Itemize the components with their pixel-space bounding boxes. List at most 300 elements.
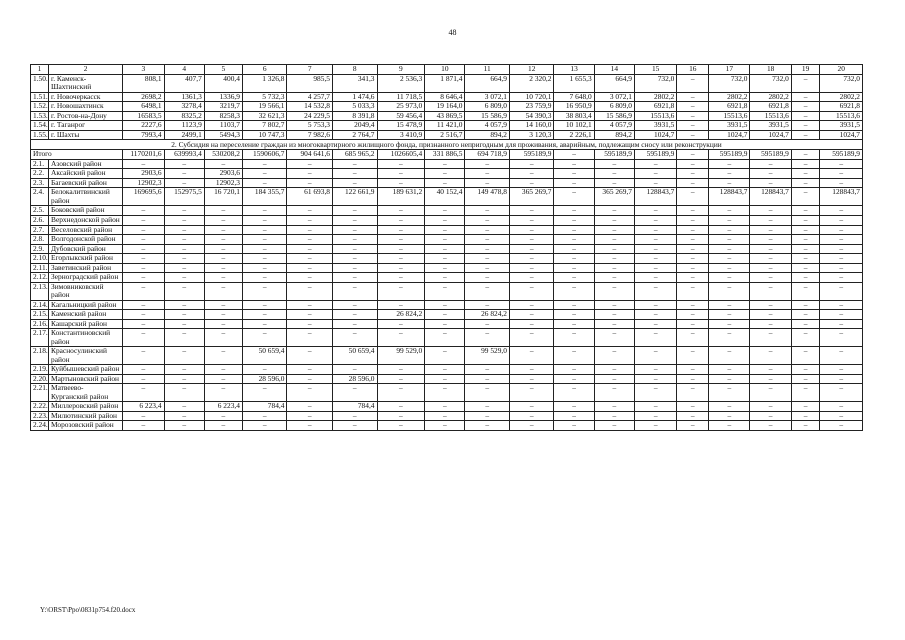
value-cell: 11 718,5 bbox=[377, 92, 425, 102]
value-cell: – bbox=[425, 178, 465, 188]
value-cell: – bbox=[791, 92, 820, 102]
value-cell: – bbox=[242, 169, 287, 179]
value-cell: – bbox=[465, 206, 510, 216]
value-cell: – bbox=[333, 225, 378, 235]
value-cell: 1024,7 bbox=[750, 130, 791, 140]
value-cell: – bbox=[425, 206, 465, 216]
value-cell: – bbox=[820, 300, 863, 310]
value-cell: – bbox=[820, 225, 863, 235]
value-cell: 1024,7 bbox=[709, 130, 750, 140]
value-cell: – bbox=[425, 225, 465, 235]
value-cell: – bbox=[594, 159, 634, 169]
value-cell: 1 655,3 bbox=[554, 74, 594, 92]
value-cell: – bbox=[634, 215, 676, 225]
value-cell: – bbox=[634, 225, 676, 235]
value-cell: – bbox=[509, 254, 554, 264]
value-cell: – bbox=[554, 235, 594, 245]
column-number: 9 bbox=[377, 65, 425, 75]
page-number: 48 bbox=[448, 28, 457, 37]
table-row bbox=[31, 102, 863, 112]
value-cell: 15 478,9 bbox=[377, 121, 425, 131]
total-row bbox=[31, 150, 863, 160]
value-cell: – bbox=[677, 384, 709, 402]
municipality-name: Аксайский район bbox=[49, 169, 123, 179]
value-cell: – bbox=[554, 300, 594, 310]
municipality-name: Боковский район bbox=[49, 206, 123, 216]
column-number: 12 bbox=[509, 65, 554, 75]
value-cell: – bbox=[820, 273, 863, 283]
value-cell: – bbox=[242, 384, 287, 402]
value-cell: 3278,4 bbox=[164, 102, 204, 112]
value-cell: 6 223,4 bbox=[204, 402, 242, 412]
value-cell: – bbox=[465, 365, 510, 375]
value-cell: – bbox=[287, 421, 333, 431]
value-cell: 99 529,0 bbox=[465, 347, 510, 365]
value-cell: 6 223,4 bbox=[123, 402, 164, 412]
value-cell: 985,5 bbox=[287, 74, 333, 92]
value-cell: – bbox=[554, 188, 594, 206]
value-cell: – bbox=[791, 329, 820, 347]
total-value: 530208,2 bbox=[204, 150, 242, 160]
value-cell: – bbox=[509, 411, 554, 421]
value-cell: – bbox=[465, 402, 510, 412]
value-cell: – bbox=[750, 374, 791, 384]
value-cell: – bbox=[791, 300, 820, 310]
value-cell: – bbox=[333, 384, 378, 402]
value-cell: – bbox=[634, 159, 676, 169]
column-number: 4 bbox=[164, 65, 204, 75]
value-cell: – bbox=[425, 169, 465, 179]
value-cell: – bbox=[333, 411, 378, 421]
value-cell: 3219,7 bbox=[204, 102, 242, 112]
value-cell: – bbox=[333, 329, 378, 347]
total-value: 904 641,6 bbox=[287, 150, 333, 160]
value-cell: 3 410,9 bbox=[377, 130, 425, 140]
value-cell: 14 532,8 bbox=[287, 102, 333, 112]
municipality-name: г. Каменск-Шахтинский bbox=[49, 74, 123, 92]
value-cell: – bbox=[377, 235, 425, 245]
value-cell: – bbox=[204, 365, 242, 375]
value-cell: 2 764,7 bbox=[333, 130, 378, 140]
municipality-name: Белокалитвинский район bbox=[49, 188, 123, 206]
value-cell: – bbox=[425, 235, 465, 245]
value-cell: – bbox=[123, 206, 164, 216]
row-number: 2.11. bbox=[31, 263, 49, 273]
value-cell: 149 478,8 bbox=[465, 188, 510, 206]
row-number: 2.13. bbox=[31, 282, 49, 300]
value-cell: – bbox=[554, 402, 594, 412]
value-cell: – bbox=[634, 365, 676, 375]
value-cell: – bbox=[465, 300, 510, 310]
value-cell: – bbox=[750, 244, 791, 254]
value-cell: – bbox=[791, 169, 820, 179]
value-cell: – bbox=[509, 263, 554, 273]
value-cell: – bbox=[750, 411, 791, 421]
value-cell: – bbox=[509, 215, 554, 225]
value-cell: – bbox=[377, 215, 425, 225]
value-cell: – bbox=[164, 421, 204, 431]
value-cell: – bbox=[820, 319, 863, 329]
total-value: 595189,9 bbox=[709, 150, 750, 160]
table-row bbox=[31, 347, 863, 365]
value-cell: – bbox=[465, 384, 510, 402]
value-cell: 7 648,0 bbox=[554, 92, 594, 102]
value-cell: – bbox=[377, 206, 425, 216]
value-cell: – bbox=[465, 319, 510, 329]
value-cell: – bbox=[287, 273, 333, 283]
value-cell: – bbox=[509, 273, 554, 283]
value-cell: – bbox=[242, 282, 287, 300]
value-cell: – bbox=[242, 310, 287, 320]
value-cell: – bbox=[554, 263, 594, 273]
value-cell: – bbox=[333, 365, 378, 375]
value-cell: – bbox=[509, 421, 554, 431]
value-cell: – bbox=[750, 329, 791, 347]
value-cell: – bbox=[509, 244, 554, 254]
value-cell: – bbox=[242, 365, 287, 375]
value-cell: 54 390,3 bbox=[509, 111, 554, 121]
value-cell: – bbox=[791, 374, 820, 384]
value-cell: – bbox=[594, 244, 634, 254]
value-cell: – bbox=[242, 254, 287, 264]
value-cell: – bbox=[791, 102, 820, 112]
value-cell: – bbox=[333, 178, 378, 188]
value-cell: – bbox=[425, 329, 465, 347]
total-value: 685 965,2 bbox=[333, 150, 378, 160]
value-cell: – bbox=[164, 329, 204, 347]
value-cell: – bbox=[594, 263, 634, 273]
value-cell: – bbox=[333, 300, 378, 310]
value-cell: – bbox=[465, 282, 510, 300]
value-cell: – bbox=[677, 178, 709, 188]
value-cell: – bbox=[287, 365, 333, 375]
value-cell: – bbox=[634, 235, 676, 245]
value-cell: – bbox=[820, 159, 863, 169]
value-cell: – bbox=[123, 235, 164, 245]
value-cell: – bbox=[204, 244, 242, 254]
municipality-name: Зерноградский район bbox=[49, 273, 123, 283]
value-cell: 10 102,1 bbox=[554, 121, 594, 131]
value-cell: – bbox=[554, 273, 594, 283]
value-cell: – bbox=[465, 235, 510, 245]
municipality-name: г. Шахты bbox=[49, 130, 123, 140]
value-cell: 7 802,7 bbox=[242, 121, 287, 131]
value-cell: – bbox=[377, 365, 425, 375]
value-cell: – bbox=[509, 282, 554, 300]
value-cell: – bbox=[554, 421, 594, 431]
row-number: 2.18. bbox=[31, 347, 49, 365]
value-cell: – bbox=[425, 310, 465, 320]
value-cell: – bbox=[425, 365, 465, 375]
value-cell: – bbox=[750, 402, 791, 412]
municipality-name: Дубовский район bbox=[49, 244, 123, 254]
value-cell: 5 732,3 bbox=[242, 92, 287, 102]
municipality-name: Милютинский район bbox=[49, 411, 123, 421]
value-cell: 2 516,7 bbox=[425, 130, 465, 140]
row-number: 2.20. bbox=[31, 374, 49, 384]
value-cell: – bbox=[123, 244, 164, 254]
value-cell: – bbox=[820, 206, 863, 216]
value-cell: – bbox=[204, 235, 242, 245]
municipality-name: Куйбышевский район bbox=[49, 365, 123, 375]
value-cell: 50 659,4 bbox=[333, 347, 378, 365]
value-cell: – bbox=[594, 300, 634, 310]
table-row bbox=[31, 402, 863, 412]
total-value: 595189,9 bbox=[509, 150, 554, 160]
value-cell: 6921,8 bbox=[634, 102, 676, 112]
value-cell: – bbox=[465, 273, 510, 283]
value-cell: – bbox=[509, 329, 554, 347]
value-cell: 2227,6 bbox=[123, 121, 164, 131]
value-cell: – bbox=[333, 215, 378, 225]
value-cell: – bbox=[634, 310, 676, 320]
table-row bbox=[31, 188, 863, 206]
column-number: 6 bbox=[242, 65, 287, 75]
value-cell: – bbox=[287, 347, 333, 365]
value-cell: – bbox=[164, 254, 204, 264]
table-row bbox=[31, 329, 863, 347]
value-cell: – bbox=[594, 365, 634, 375]
value-cell: – bbox=[123, 215, 164, 225]
value-cell: – bbox=[465, 178, 510, 188]
value-cell: – bbox=[204, 282, 242, 300]
value-cell: – bbox=[287, 169, 333, 179]
value-cell: – bbox=[123, 365, 164, 375]
value-cell: – bbox=[554, 365, 594, 375]
value-cell: – bbox=[204, 374, 242, 384]
value-cell: – bbox=[377, 169, 425, 179]
value-cell: – bbox=[242, 244, 287, 254]
value-cell: 169695,6 bbox=[123, 188, 164, 206]
value-cell: – bbox=[554, 347, 594, 365]
value-cell: – bbox=[791, 206, 820, 216]
row-number: 1.52. bbox=[31, 102, 49, 112]
value-cell: – bbox=[333, 310, 378, 320]
municipality-name: Матвеево-Курганский район bbox=[49, 384, 123, 402]
value-cell: – bbox=[677, 169, 709, 179]
value-cell: – bbox=[554, 206, 594, 216]
row-number: 1.54. bbox=[31, 121, 49, 131]
value-cell: – bbox=[594, 329, 634, 347]
total-label: Итого bbox=[31, 150, 123, 160]
value-cell: – bbox=[204, 206, 242, 216]
value-cell: – bbox=[594, 178, 634, 188]
value-cell: – bbox=[287, 225, 333, 235]
value-cell: – bbox=[204, 225, 242, 235]
value-cell: 12902,3 bbox=[123, 178, 164, 188]
value-cell: – bbox=[554, 310, 594, 320]
value-cell: – bbox=[164, 215, 204, 225]
value-cell: – bbox=[164, 310, 204, 320]
value-cell: 10 720,1 bbox=[509, 92, 554, 102]
value-cell: 732,0 bbox=[709, 74, 750, 92]
value-cell: – bbox=[242, 300, 287, 310]
value-cell: – bbox=[164, 300, 204, 310]
value-cell: 4 257,7 bbox=[287, 92, 333, 102]
value-cell: 32 621,3 bbox=[242, 111, 287, 121]
value-cell: 784,4 bbox=[333, 402, 378, 412]
table-row bbox=[31, 244, 863, 254]
value-cell: – bbox=[677, 130, 709, 140]
table-row bbox=[31, 111, 863, 121]
value-cell: 4 057,9 bbox=[465, 121, 510, 131]
value-cell: – bbox=[677, 188, 709, 206]
table-row bbox=[31, 74, 863, 92]
value-cell: – bbox=[425, 300, 465, 310]
value-cell: – bbox=[287, 254, 333, 264]
value-cell: 894,2 bbox=[465, 130, 510, 140]
value-cell: – bbox=[123, 159, 164, 169]
value-cell: – bbox=[750, 169, 791, 179]
value-cell: – bbox=[509, 225, 554, 235]
value-cell: – bbox=[594, 225, 634, 235]
table-row bbox=[31, 411, 863, 421]
total-value: – bbox=[791, 150, 820, 160]
value-cell: – bbox=[287, 384, 333, 402]
value-cell: – bbox=[465, 159, 510, 169]
value-cell: – bbox=[750, 282, 791, 300]
value-cell: 6921,8 bbox=[750, 102, 791, 112]
value-cell: – bbox=[791, 121, 820, 131]
municipality-name: Миллеровский район bbox=[49, 402, 123, 412]
value-cell: – bbox=[820, 411, 863, 421]
value-cell: – bbox=[709, 347, 750, 365]
table-row bbox=[31, 206, 863, 216]
value-cell: 19 566,1 bbox=[242, 102, 287, 112]
value-cell: 40 152,4 bbox=[425, 188, 465, 206]
value-cell: – bbox=[554, 178, 594, 188]
value-cell: 152975,5 bbox=[164, 188, 204, 206]
column-number: 14 bbox=[594, 65, 634, 75]
value-cell: – bbox=[750, 347, 791, 365]
value-cell: – bbox=[791, 111, 820, 121]
value-cell: 15 586,9 bbox=[594, 111, 634, 121]
value-cell: – bbox=[709, 263, 750, 273]
table-row bbox=[31, 130, 863, 140]
value-cell: 19 164,0 bbox=[425, 102, 465, 112]
value-cell: – bbox=[709, 215, 750, 225]
value-cell: – bbox=[333, 282, 378, 300]
value-cell: 2698,2 bbox=[123, 92, 164, 102]
value-cell: – bbox=[820, 374, 863, 384]
value-cell: – bbox=[709, 225, 750, 235]
value-cell: 50 659,4 bbox=[242, 347, 287, 365]
value-cell: 1 474,6 bbox=[333, 92, 378, 102]
value-cell: – bbox=[204, 273, 242, 283]
value-cell: – bbox=[242, 319, 287, 329]
value-cell: – bbox=[750, 319, 791, 329]
value-cell: – bbox=[164, 178, 204, 188]
row-number: 2.2. bbox=[31, 169, 49, 179]
value-cell: – bbox=[377, 273, 425, 283]
value-cell: 6921,8 bbox=[709, 102, 750, 112]
value-cell: – bbox=[554, 215, 594, 225]
value-cell: – bbox=[242, 263, 287, 273]
value-cell: – bbox=[594, 374, 634, 384]
value-cell: – bbox=[377, 384, 425, 402]
value-cell: 5494,3 bbox=[204, 130, 242, 140]
value-cell: – bbox=[791, 273, 820, 283]
value-cell: – bbox=[750, 365, 791, 375]
municipality-name: Константиновский район bbox=[49, 329, 123, 347]
value-cell: – bbox=[465, 254, 510, 264]
value-cell: – bbox=[377, 159, 425, 169]
value-cell: – bbox=[677, 347, 709, 365]
value-cell: – bbox=[333, 206, 378, 216]
value-cell: – bbox=[634, 263, 676, 273]
value-cell: – bbox=[377, 374, 425, 384]
value-cell: – bbox=[594, 206, 634, 216]
table-row bbox=[31, 374, 863, 384]
value-cell: 6 809,0 bbox=[465, 102, 510, 112]
value-cell: 10 747,3 bbox=[242, 130, 287, 140]
column-number: 11 bbox=[465, 65, 510, 75]
table-row bbox=[31, 263, 863, 273]
column-number: 7 bbox=[287, 65, 333, 75]
value-cell: 5 753,3 bbox=[287, 121, 333, 131]
value-cell: – bbox=[791, 365, 820, 375]
value-cell: – bbox=[677, 215, 709, 225]
value-cell: – bbox=[465, 225, 510, 235]
value-cell: – bbox=[791, 310, 820, 320]
value-cell: – bbox=[164, 273, 204, 283]
column-number: 20 bbox=[820, 65, 863, 75]
value-cell: – bbox=[709, 374, 750, 384]
value-cell: 365 269,7 bbox=[509, 188, 554, 206]
value-cell: – bbox=[791, 411, 820, 421]
value-cell: – bbox=[123, 347, 164, 365]
value-cell: – bbox=[242, 159, 287, 169]
value-cell: 2 320,2 bbox=[509, 74, 554, 92]
value-cell: – bbox=[791, 235, 820, 245]
total-value: 331 886,5 bbox=[425, 150, 465, 160]
value-cell: – bbox=[820, 347, 863, 365]
value-cell: – bbox=[709, 159, 750, 169]
column-number: 17 bbox=[709, 65, 750, 75]
value-cell: – bbox=[333, 159, 378, 169]
value-cell: – bbox=[554, 384, 594, 402]
value-cell: – bbox=[287, 329, 333, 347]
value-cell: – bbox=[204, 421, 242, 431]
table-row bbox=[31, 319, 863, 329]
municipality-name: Заветинский район bbox=[49, 263, 123, 273]
value-cell: – bbox=[509, 300, 554, 310]
value-cell: 128843,7 bbox=[750, 188, 791, 206]
value-cell: – bbox=[204, 329, 242, 347]
value-cell: – bbox=[634, 411, 676, 421]
value-cell: – bbox=[509, 365, 554, 375]
value-cell: 184 355,7 bbox=[242, 188, 287, 206]
value-cell: – bbox=[594, 402, 634, 412]
row-number: 1.55. bbox=[31, 130, 49, 140]
value-cell: – bbox=[709, 244, 750, 254]
municipality-name: г. Новочеркасск bbox=[49, 92, 123, 102]
value-cell: 16 720,1 bbox=[204, 188, 242, 206]
value-cell: – bbox=[634, 374, 676, 384]
value-cell: – bbox=[287, 263, 333, 273]
value-cell: – bbox=[123, 273, 164, 283]
total-value: 1170201,6 bbox=[123, 150, 164, 160]
value-cell: – bbox=[709, 402, 750, 412]
row-number: 2.9. bbox=[31, 244, 49, 254]
document-file-path: Y:\ORST\Ppo\0831p754.f20.docx bbox=[40, 606, 136, 614]
value-cell: – bbox=[677, 159, 709, 169]
value-cell: – bbox=[594, 421, 634, 431]
value-cell: – bbox=[594, 319, 634, 329]
column-number: 18 bbox=[750, 65, 791, 75]
value-cell: – bbox=[791, 254, 820, 264]
value-cell: – bbox=[594, 254, 634, 264]
